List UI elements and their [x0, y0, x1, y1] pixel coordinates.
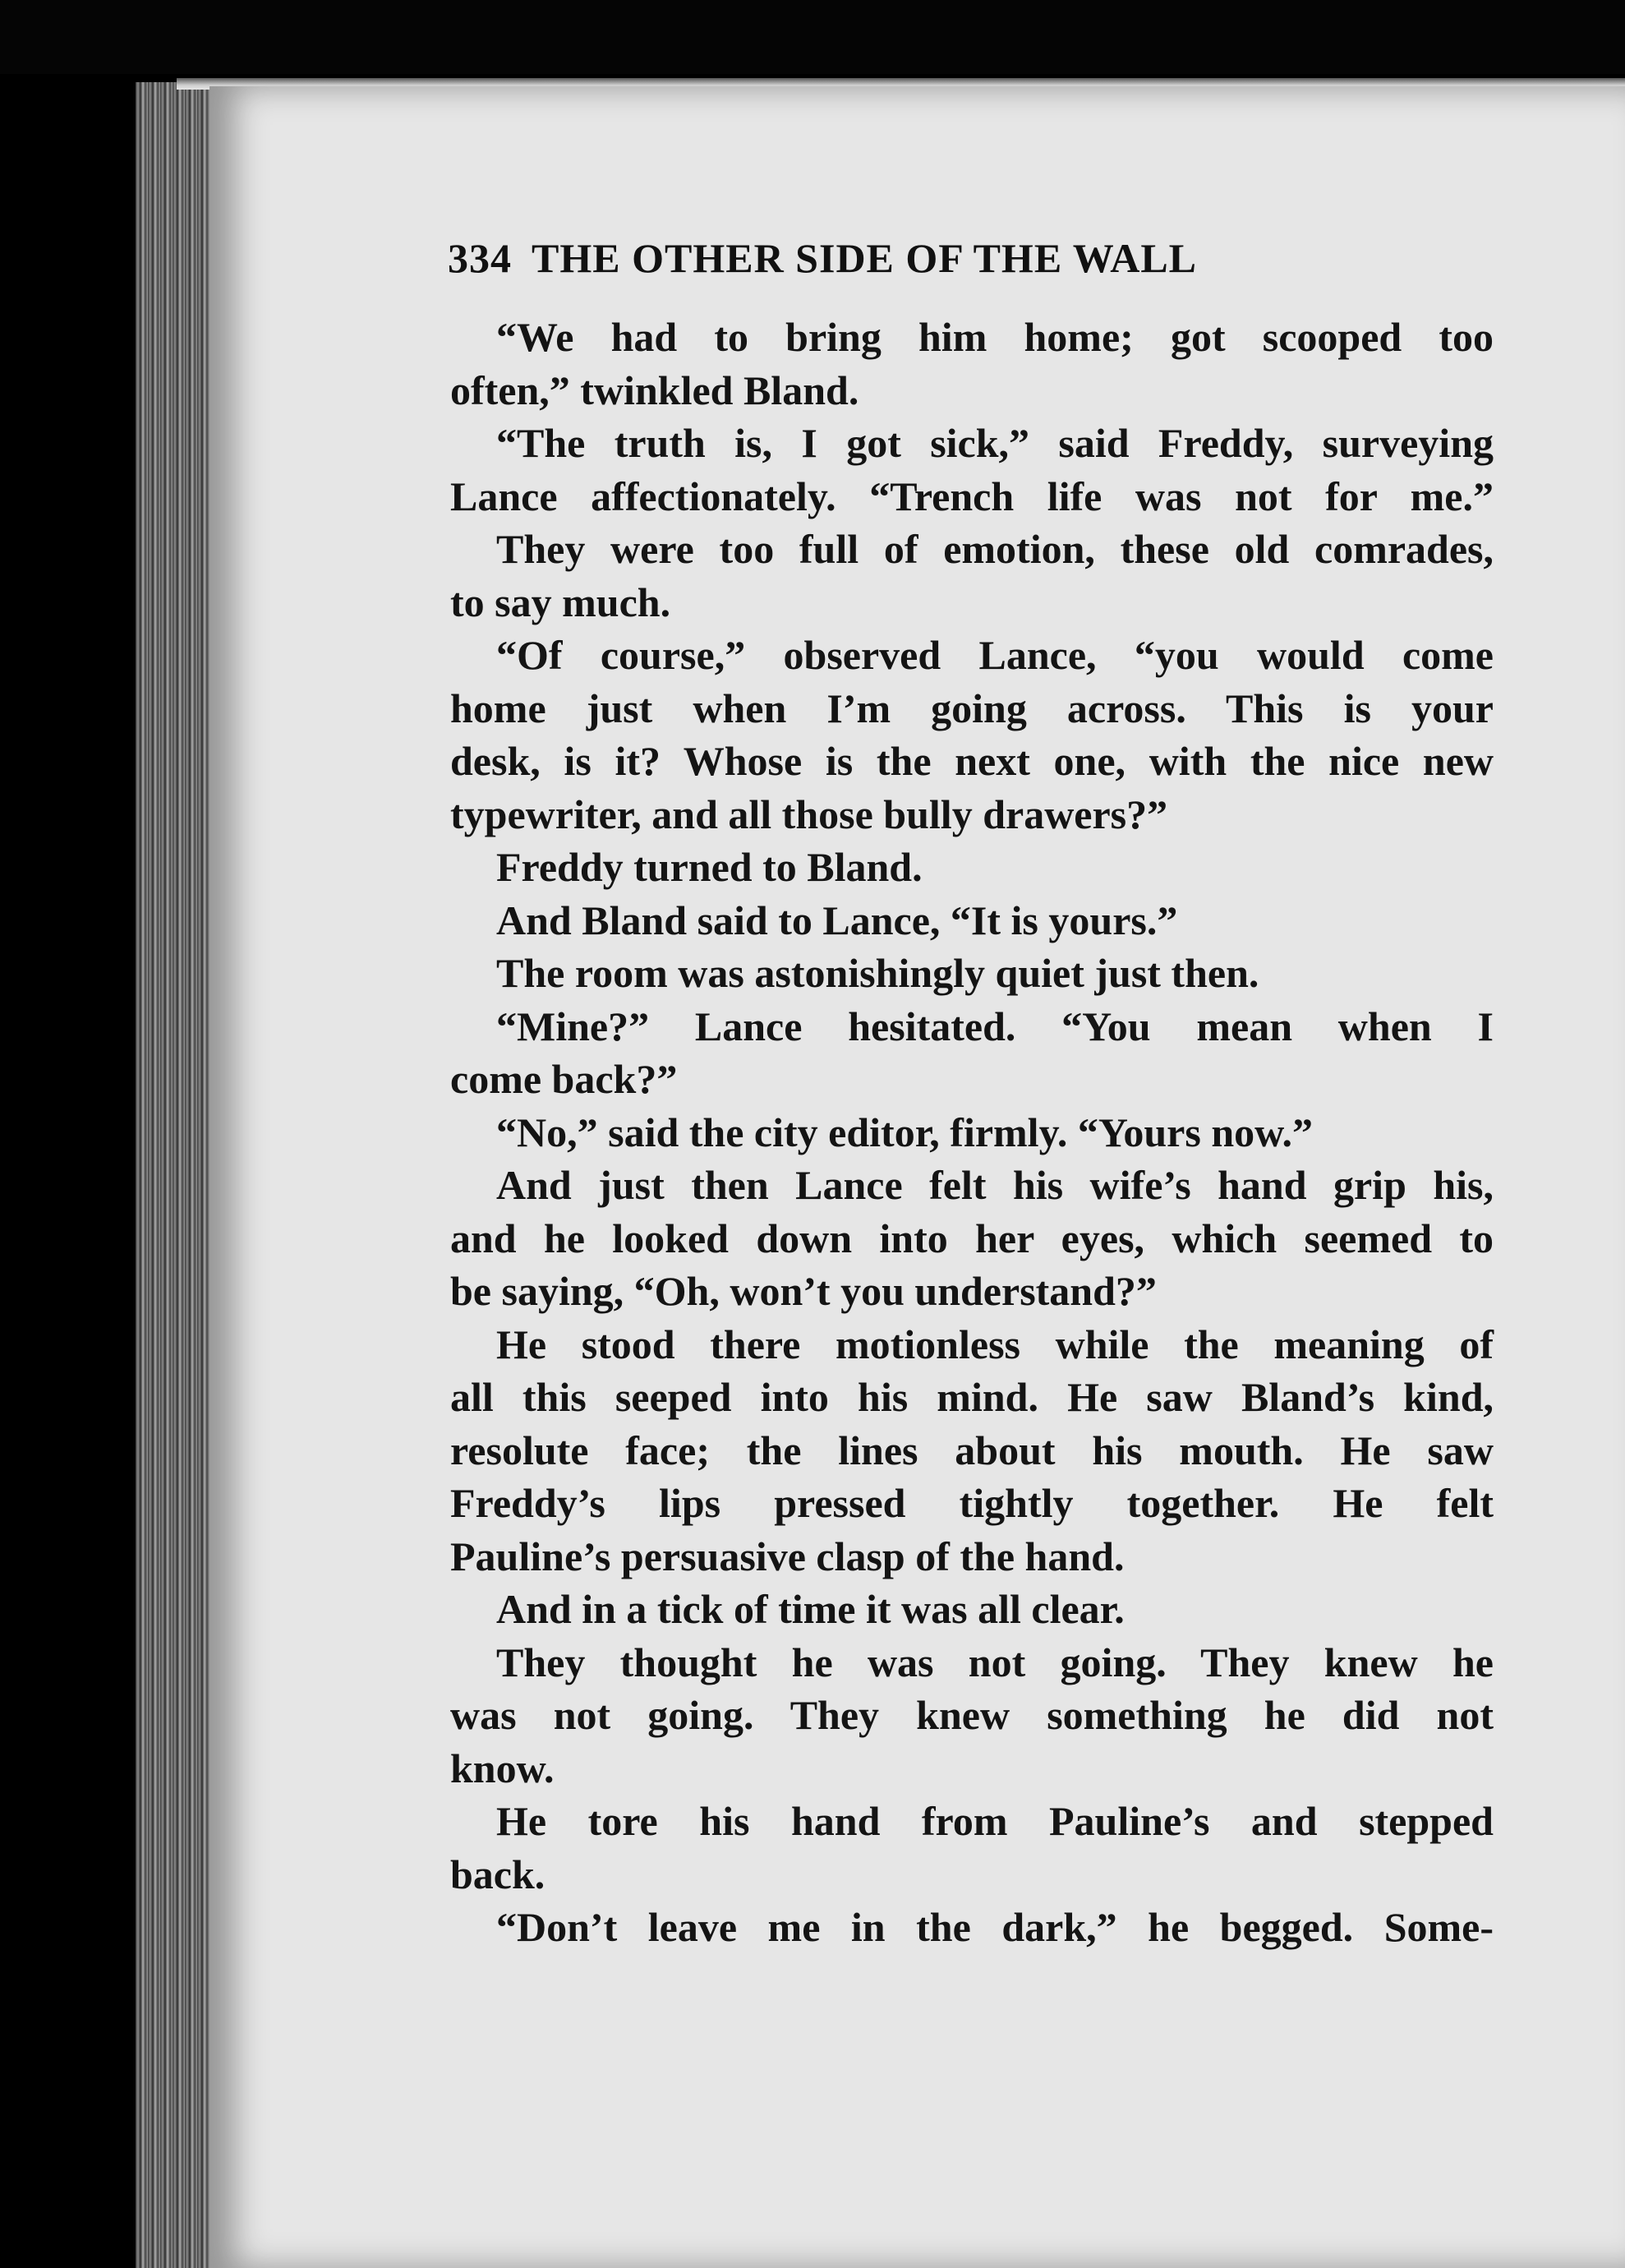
text-line: “Don’t leave me in the dark,” he begged. Some- [496, 1904, 1494, 1950]
text-line: Freddy turned to Bland. [496, 844, 923, 890]
text-line: to say much. [450, 579, 671, 625]
text-line: all this seeped into his mind. He saw Bland’s kind, [450, 1374, 1494, 1420]
text-line: The room was astonishingly quiet just then. [496, 950, 1259, 996]
text-line: They thought he was not going. They knew he [496, 1639, 1494, 1685]
text-line: was not going. They knew something he did not [450, 1692, 1494, 1738]
text-line: And just then Lance felt his wife’s hand grip his, [496, 1162, 1494, 1208]
text-line: be saying, “Oh, won’t you understand?” [450, 1268, 1157, 1314]
text-line: He stood there motionless while the meaning of [496, 1321, 1494, 1367]
text-line: He tore his hand from Pauline’s and stepped [496, 1798, 1494, 1844]
text-line: know. [450, 1745, 555, 1791]
running-head [448, 234, 1368, 282]
text-line: They were too full of emotion, these old comrades, [496, 526, 1494, 572]
text-line: And Bland said to Lance, “It is yours.” [496, 897, 1178, 943]
text-line: often,” twinkled Bland. [450, 366, 859, 413]
text-line: Lance affectionately. “Trench life was not for me.” [450, 472, 1494, 519]
text-line: “The truth is, I got sick,” said Freddy, surveying [496, 420, 1494, 466]
text-line: And in a tick of time it was all clear. [496, 1586, 1125, 1632]
running-title: THE OTHER SIDE OF THE WALL [532, 235, 1198, 281]
text-line: “No,” said the city editor, firmly. “Yours now.” [496, 1109, 1313, 1155]
text-line: Pauline’s persuasive clasp of the hand. [450, 1533, 1125, 1579]
text-line: “Of course,” observed Lance, “you would come [496, 632, 1494, 678]
text-line: “We had to bring him home; got scooped too [496, 314, 1494, 360]
page-number: 334 [448, 235, 512, 281]
text-line: “Mine?” Lance hesitated. “You mean when I [496, 1003, 1494, 1049]
body-text [450, 311, 1494, 1954]
text-line: resolute face; the lines about his mouth. He saw [450, 1427, 1494, 1473]
text-line: back. [450, 1851, 546, 1897]
text-line: desk, is it? Whose is the next one, with the nice new [450, 738, 1494, 784]
text-line: and he looked down into her eyes, which seemed to [450, 1215, 1494, 1261]
text-line: Freddy’s lips pressed tightly together. He felt [450, 1480, 1494, 1526]
text-line: typewriter, and all those bully drawers?” [450, 791, 1168, 837]
text-line: home just when I’m going across. This is your [450, 685, 1494, 731]
text-line: come back?” [450, 1056, 678, 1102]
scan-top-margin [0, 0, 1625, 74]
